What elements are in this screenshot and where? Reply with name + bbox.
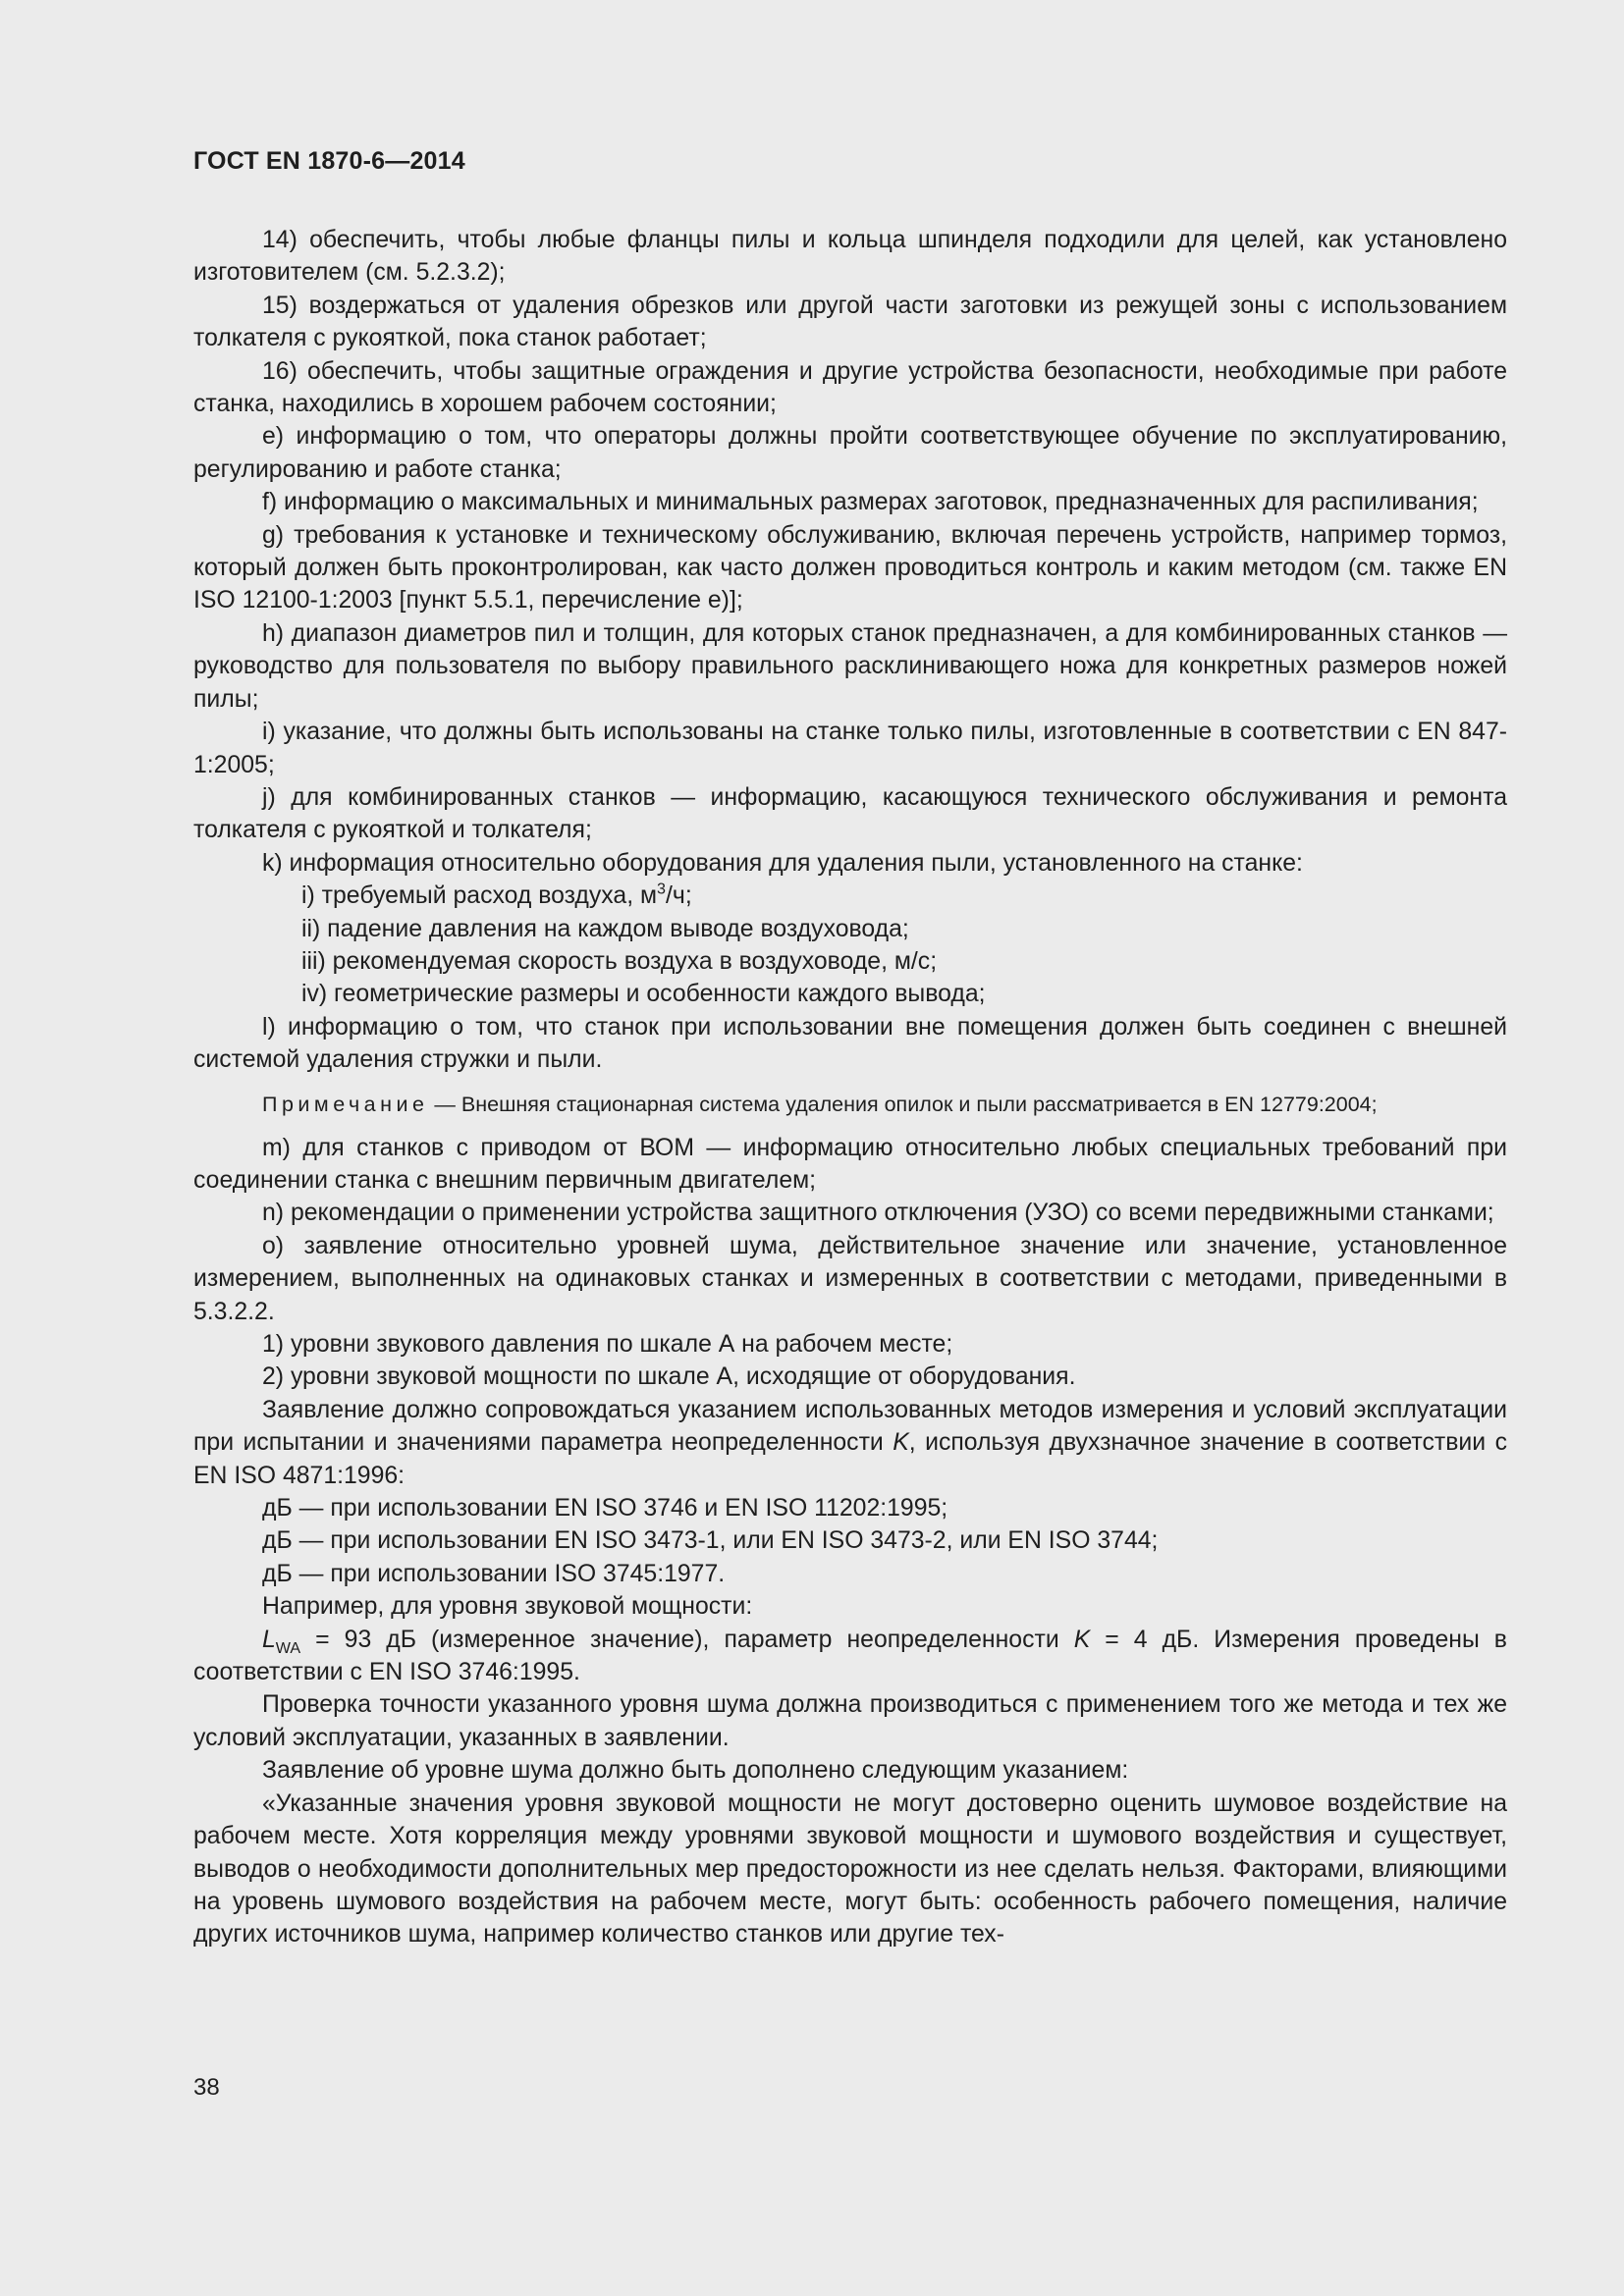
page-number: 38 (193, 2074, 220, 2101)
paragraph-o-2: 2) уровни звуковой мощности по шкале А, исходящие от оборудования. (262, 1363, 1076, 1391)
lwa-subscript: WA (275, 1638, 301, 1657)
paragraph-n: n) рекомендации о применении устройства защитного отключения (УЗО) со всеми передвижными станками; (262, 1200, 1494, 1227)
paragraph-k: k) информация относительно оборудования для удаления пыли, установленного на станке: (262, 849, 1303, 877)
paragraph-check: Проверка точности указанного уровня шума должна производиться с применением того же метода и тех же условий эксплуатации, указанных в заявлении. (193, 1691, 1507, 1751)
list-item-text: /ч; (666, 882, 692, 910)
paragraph-statement (193, 1394, 1507, 1492)
list-item-k-iii: iii) рекомендуемая скорость воздуха в воздуховоде, м/с; (301, 947, 938, 975)
list-item-k-ii: ii) падение давления на каждом выводе воздуховода; (301, 915, 909, 942)
lwa-text: = 93 дБ (измеренное значение), параметр неопределенности (300, 1626, 1074, 1653)
paragraph-16: 16) обеспечить, чтобы защитные ограждения и другие устройства безопасности, необходимые при работе станка, находились в хорошем рабочем состоянии; (193, 357, 1507, 418)
paragraph-o: o) заявление относительно уровней шума, действительное значение или значение, установленное измерением, выполненных на одинаковых станках и измеренных в соответствии с методами, приведенными в 5.3.2.2. (193, 1232, 1507, 1325)
paragraph-f: f) информацию о максимальных и минимальных размерах заготовок, предназначенных для распиливания; (262, 489, 1479, 516)
paragraph-l: l) информацию о том, что станок при использовании вне помещения должен быть соединен с внешней системой удаления стружки и пыли. (193, 1013, 1507, 1074)
document-header: ГОСТ EN 1870-6—2014 (193, 147, 465, 175)
paragraph-o-1: 1) уровни звукового давления по шкале А на рабочем месте; (262, 1331, 953, 1358)
paragraph-m: m) для станков с приводом от ВОМ — информацию относительно любых специальных требований при соединении станка с внешним первичным двигателем; (193, 1134, 1507, 1194)
note-text: — Внешняя стационарная система удаления опилок и пыли рассматривается в EN 12779:2004; (428, 1092, 1378, 1116)
list-item-text: i) требуемый расход воздуха, м (301, 882, 658, 910)
paragraph-supplement: Заявление об уровне шума должно быть дополнено следующим указанием: (262, 1757, 1129, 1785)
paragraph-db-1: дБ — при использовании EN ISO 3746 и EN ISO 11202:1995; (262, 1495, 948, 1522)
paragraph-db-2: дБ — при использовании EN ISO 3473-1, или EN ISO 3473-2, или EN ISO 3744; (262, 1527, 1159, 1555)
lwa-k: K (1073, 1626, 1091, 1653)
paragraph-j: j) для комбинированных станков — информацию, касающуюся технического обслуживания и ремонта толкателя с рукояткой и толкателя; (193, 783, 1507, 844)
paragraph-example: Например, для уровня звуковой мощности: (262, 1593, 753, 1621)
paragraph-lwa (193, 1624, 1507, 1689)
note (193, 1092, 1507, 1117)
list-item-k-iv: iv) геометрические размеры и особенности каждого вывода; (301, 981, 986, 1008)
paragraph-i: i) указание, что должны быть использованы на станке только пилы, изготовленные в соответствии с EN 847-1:2005; (193, 719, 1507, 778)
paragraph-15: 15) воздержаться от удаления обрезков или другой части заготовки из режущей зоны с использованием толкателя с рукояткой, пока станок работает; (193, 292, 1507, 352)
paragraph-e: e) информацию о том, что операторы должны пройти соответствующее обучение по эксплуатированию, регулированию и работе станка; (193, 423, 1507, 483)
note-label: Примечание (262, 1092, 429, 1116)
statement-text: Заявление должно сопровождаться указанием использованных методов измерения и условий эксплуатации при испытании и значениями параметра неопределенности (193, 1396, 1507, 1457)
paragraph-db-3: дБ — при использовании ISO 3745:1977. (262, 1560, 726, 1587)
paragraph-quote: «Указанные значения уровня звуковой мощности не могут достоверно оценить шумовое воздействие на рабочем месте. Хотя корреляция между уровнями звуковой мощности и шумового воздействия и существует, выводов о необходимости дополнительных мер предосторожности из нее сделать нельзя. Факторами, влияющими на уровень шумового воздействия на рабочем месте, могут быть: особенность рабочего помещения, наличие других источников шума, например количество станков или другие тех- (193, 1789, 1507, 1949)
paragraph-14: 14) обеспечить, чтобы любые фланцы пилы и кольца шпинделя подходили для целей, как установлено изготовителем (см. 5.2.3.2); (193, 227, 1507, 287)
paragraph-h: h) диапазон диаметров пил и толщин, для которых станок предназначен, а для комбинированных станков — руководство для пользователя по выбору правильного расклинивающего ножа для конкретных размеров ножей пилы; (193, 619, 1507, 713)
paragraph-g: g) требования к установке и техническому обслуживанию, включая перечень устройств, например тормоз, который должен быть проконтролирован, как часто должен проводиться контроль и каким методом (см. также EN ISO 12100-1:2003 [пункт 5.5.1, перечисление е)]; (193, 521, 1507, 614)
statement-k: K (893, 1429, 909, 1457)
lwa-symbol: L (262, 1626, 276, 1653)
superscript: 3 (657, 880, 667, 898)
lwa-text: = 4 дБ. Измерения проведены в соответствии с EN ISO 3746:1995. (193, 1626, 1507, 1686)
list-item-k-i (193, 880, 1507, 912)
document-body (193, 224, 1507, 1951)
statement-text: , используя двухзначное значение в соответствии с EN ISO 4871:1996: (193, 1429, 1507, 1489)
